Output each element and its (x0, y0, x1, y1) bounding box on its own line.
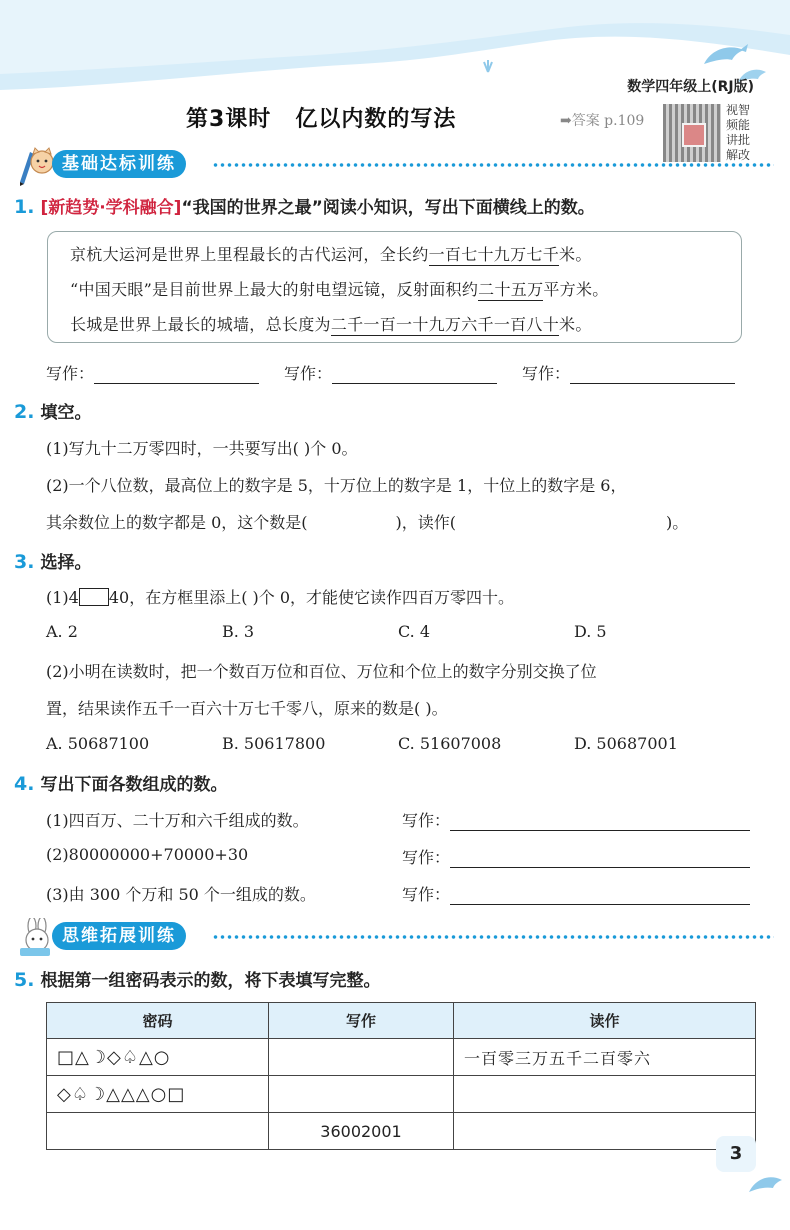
q2-part-2-line-2 (46, 510, 688, 533)
lesson-title (186, 102, 456, 133)
section-thinking-header (14, 918, 774, 954)
q4-answer-1 (402, 808, 750, 831)
question-text: 40，在方框里添上( )个 0，才能使它读作四百万零四十。 (108, 588, 515, 607)
column-header: 密码 (47, 1003, 269, 1039)
cipher-table (46, 1002, 756, 1150)
written-cell[interactable] (269, 1076, 454, 1113)
info-text: 京杭大运河是世界上里程最长的古代运河，全长约 (70, 245, 429, 264)
answer-blank[interactable] (570, 383, 735, 384)
qr-caption-line: 讲批 (726, 133, 751, 147)
underlined-number: 二千一百一十九万六千一百八十 (330, 315, 560, 334)
question-text: 其余数位上的数字都是 0，这个数是( (46, 513, 308, 532)
lesson-number: 第3课时 (186, 107, 272, 132)
q1-answer-1 (46, 361, 259, 384)
q3-part-2-line-2: 置，结果读作五千一百六十万七千零八，原来的数是( )。 (46, 699, 448, 718)
q3-part-2-line-1: (2)小明在读数时，把一个数百万位和百位、万位和个位上的数字分别交换了位 (46, 662, 597, 681)
answer-blank[interactable] (450, 830, 750, 831)
q1-answer-3 (522, 361, 735, 384)
question-text: 写出下面各数组成的数。 (40, 775, 228, 795)
info-line (70, 242, 592, 265)
cipher-cell[interactable] (47, 1113, 269, 1150)
section-basic-header (14, 146, 774, 182)
reading-cell[interactable] (454, 1113, 756, 1150)
option-b[interactable]: B. 50617800 (222, 734, 326, 753)
info-line (70, 312, 592, 335)
question-text: 根据第一组密码表示的数，将下表填写完整。 (40, 971, 381, 991)
question-number: 4. (14, 773, 35, 795)
info-text: “中国天眼”是目前世界上最大的射电望远镜，反射面积约 (70, 280, 479, 299)
question-5-heading (14, 966, 380, 991)
option-c[interactable]: C. 4 (398, 622, 431, 641)
info-text: 米。 (559, 245, 592, 264)
q4-answer-3 (402, 882, 750, 905)
option-d[interactable]: D. 5 (574, 622, 607, 641)
q4-item-3: (3)由 300 个万和 50 个一组成的数。 (46, 885, 316, 904)
write-label: 写作： (402, 848, 451, 867)
info-text: 长城是世界上最长的城墙，总长度为 (70, 315, 331, 334)
info-text: 米。 (559, 315, 592, 334)
info-line (70, 277, 609, 300)
table-header-row (47, 1003, 756, 1039)
q1-answer-2 (284, 361, 497, 384)
info-text: 平方米。 (543, 280, 609, 299)
question-1-heading (14, 193, 595, 218)
answer-blank[interactable] (332, 383, 497, 384)
option-d[interactable]: D. 50687001 (574, 734, 678, 753)
digit-box[interactable] (79, 588, 109, 606)
question-number: 1. (14, 196, 35, 218)
subject-label: 数学四年级上(RJ版) (627, 79, 754, 95)
q2-part-1: (1)写九十二万零四时，一共要写出( )个 0。 (46, 439, 358, 458)
question-tag: [新趋势·学科融合] (40, 198, 182, 218)
q3-part-1 (46, 585, 514, 608)
question-number: 3. (14, 551, 35, 573)
question-text: (1)4 (46, 588, 79, 607)
answer-blank[interactable] (450, 904, 750, 905)
answer-blank[interactable] (94, 383, 259, 384)
written-cell: 36002001 (269, 1113, 454, 1150)
question-text: 选择。 (40, 553, 92, 573)
column-header: 写作 (269, 1003, 454, 1039)
qr-caption-line: 频能 (726, 118, 751, 132)
answer-blank[interactable] (450, 867, 750, 868)
question-number: 5. (14, 969, 35, 991)
table-row (47, 1076, 756, 1113)
reading-cell: 一百零三万五千二百零六 (454, 1039, 756, 1076)
question-text: 填空。 (40, 403, 92, 423)
splash-icon (478, 58, 498, 74)
qr-caption-line: 解改 (726, 148, 751, 162)
question-text: )，读作( (395, 513, 457, 532)
q4-answer-2 (402, 845, 750, 868)
qr-caption-line: 视智 (726, 103, 751, 117)
underlined-number: 一百七十九万七千 (428, 245, 560, 264)
option-b[interactable]: B. 3 (222, 622, 255, 641)
reading-info-box (47, 231, 742, 343)
option-a[interactable]: A. 2 (46, 622, 78, 641)
section-basic-label: 基础达标训练 (52, 150, 186, 178)
option-a[interactable]: A. 50687100 (46, 734, 150, 753)
written-cell[interactable] (269, 1039, 454, 1076)
question-number: 2. (14, 401, 35, 423)
write-label: 写作： (402, 885, 451, 904)
write-label: 写作： (522, 364, 571, 383)
write-label: 写作： (284, 364, 333, 383)
question-text: )。 (666, 513, 689, 532)
answer-page-text: 答案 p.109 (571, 113, 645, 129)
write-label: 写作： (46, 364, 95, 383)
option-c[interactable]: C. 51607008 (398, 734, 502, 753)
cipher-cell: ◇♤☽△△△○□ (47, 1076, 269, 1113)
dolphin-icon (746, 1170, 786, 1198)
q4-item-2: (2)80000000+70000+30 (46, 845, 249, 864)
table-row (47, 1039, 756, 1076)
section-thinking-label: 思维拓展训练 (52, 922, 186, 950)
question-4-heading (14, 770, 227, 795)
q2-part-2-line-1: (2)一个八位数，最高位上的数字是 5，十万位上的数字是 1，十位上的数字是 6， (46, 476, 627, 495)
question-3-heading (14, 548, 91, 573)
column-header: 读作 (454, 1003, 756, 1039)
lesson-topic: 亿以内数的写法 (295, 107, 457, 132)
section-dotted-rule (212, 163, 774, 167)
section-dotted-rule (212, 935, 774, 939)
page-number: 3 (716, 1136, 756, 1172)
question-text: “我国的世界之最”阅读小知识，写出下面横线上的数。 (181, 198, 595, 218)
underlined-number: 二十五万 (478, 280, 544, 299)
reading-cell[interactable] (454, 1076, 756, 1113)
cipher-cell: □△☽◇♤△○ (47, 1039, 269, 1076)
question-2-heading (14, 398, 91, 423)
write-label: 写作： (402, 811, 451, 830)
arrow-right-icon: ➡ (560, 113, 572, 129)
table-row (47, 1113, 756, 1150)
answer-reference (560, 110, 644, 130)
q4-item-1: (1)四百万、二十万和六千组成的数。 (46, 811, 309, 830)
